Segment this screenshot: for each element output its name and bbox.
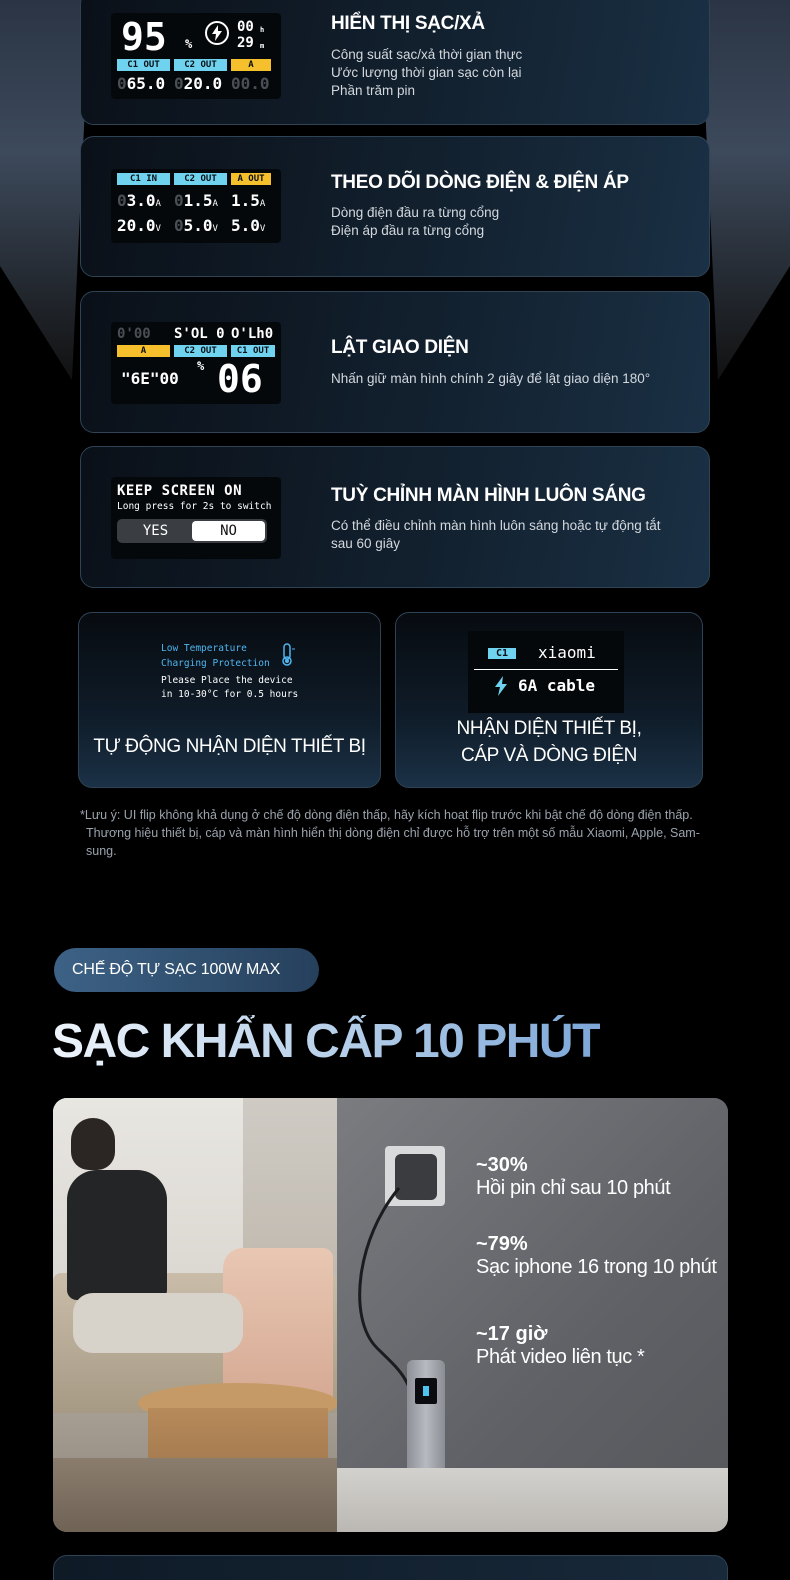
- stat-number: ~17 giờ: [476, 1323, 548, 1345]
- port-label: C2 OUT: [174, 345, 227, 357]
- setting-heading: KEEP SCREEN ON: [117, 483, 243, 499]
- setting-hint: Long press for 2s to switch: [117, 501, 272, 512]
- background-light-beam-left: [0, 0, 90, 380]
- product-lifestyle-image: [53, 1098, 728, 1532]
- port-label: C1: [488, 648, 516, 659]
- flipped-value: O'Lh0: [231, 326, 274, 342]
- cable-info: 6A cable: [518, 676, 596, 695]
- feature-card-flip-ui: [80, 291, 710, 433]
- voltage-value: 5.0V: [231, 216, 266, 235]
- voltage-value: 20.0V: [117, 216, 161, 235]
- card-caption: TỰ ĐỘNG NHẬN DIỆN THIẾT BỊ: [93, 736, 366, 757]
- footnote: *Lưu ý: UI flip không khả dụng ở chế độ dòng điện thấp, hãy kích hoạt flip trước khi bật chế độ dòng điện thấp. Thương hiệu thiết bị, cáp và màn hình hiển thị dòng điện chỉ được hỗ trợ trên một số mẫu Xiaomi, Apple, Sam- sung.: [80, 808, 700, 858]
- port-label: C1 OUT: [231, 345, 275, 357]
- flipped-value: S'OL 0: [174, 326, 225, 342]
- card-title: THEO DÕI DÒNG ĐIỆN & ĐIỆN ÁP: [331, 172, 629, 193]
- voltage-value: 05.0V: [174, 216, 218, 235]
- current-value: 03.0A: [117, 191, 161, 210]
- card-description: Công suất sạc/xả thời gian thực Ước lượng thời gian sạc còn lại Phần trăm pin: [331, 47, 523, 98]
- card-title: HIỂN THỊ SẠC/XẢ: [331, 13, 485, 34]
- person-shirt: [67, 1170, 167, 1300]
- floor: [53, 1458, 337, 1532]
- lcd-screen: [468, 631, 624, 713]
- feature-card-device-cable-detect: [395, 612, 703, 788]
- current-value: 1.5A: [231, 191, 266, 210]
- divider: [474, 669, 618, 670]
- lightning-icon: [493, 675, 509, 702]
- hours-unit: h: [260, 26, 265, 34]
- port-power-value: 00.0: [231, 74, 270, 93]
- port-power-value: 065.0: [117, 74, 166, 93]
- yes-no-toggle[interactable]: [117, 519, 267, 543]
- card-caption: NHẬN DIỆN THIẾT BỊ, CÁP VÀ DÒNG ĐIỆN: [456, 718, 642, 766]
- lcd-warning-title: Low Temperature Charging Protection: [161, 643, 270, 669]
- person-pants: [73, 1293, 243, 1353]
- card-description: Dòng điện đầu ra từng cổng Điện áp đầu ra từng cổng: [331, 205, 500, 238]
- lcd-screen: [111, 477, 281, 559]
- lcd-screen-flipped: [111, 322, 281, 404]
- screen-glow: [423, 1386, 429, 1396]
- percent-value: 95: [121, 15, 167, 59]
- lcd-screen: [111, 13, 281, 99]
- port-label: A: [117, 345, 170, 357]
- port-label: C2 OUT: [174, 173, 227, 185]
- percent-unit: %: [197, 359, 205, 373]
- next-section-card-edge: [53, 1555, 728, 1580]
- lcd-screen: [111, 169, 281, 243]
- powerbank-screen: [415, 1378, 437, 1404]
- card-description: Nhấn giữ màn hình chính 2 giây để lật giao diện 180°: [331, 371, 651, 386]
- stat-item: [476, 1233, 717, 1279]
- card-title: TUỲ CHỈNH MÀN HÌNH LUÔN SÁNG: [331, 485, 646, 506]
- feature-card-charge-display: [80, 0, 710, 125]
- card-description: Có thể điều chỉnh màn hình luôn sáng hoặc tự động tắt sau 60 giây: [331, 518, 661, 551]
- mode-pill-badge: CHẾ ĐỘ TỰ SẠC 100W MAX: [54, 948, 319, 992]
- toggle-option-yes[interactable]: YES: [142, 523, 169, 539]
- person-head: [71, 1118, 115, 1170]
- stat-number: ~30%: [476, 1154, 528, 1176]
- feature-card-screen-always-on: [80, 446, 710, 588]
- flipped-time: "6E"00: [121, 369, 179, 388]
- port-label: A: [231, 59, 271, 71]
- percent-unit: %: [185, 37, 193, 51]
- stat-text: Sạc iphone 16 trong 10 phút: [476, 1256, 717, 1278]
- port-label: C1 IN: [117, 173, 170, 185]
- time-minutes: 29: [237, 35, 254, 51]
- device-brand: xiaomi: [538, 643, 596, 662]
- toggle-option-no[interactable]: NO: [192, 521, 265, 541]
- feature-card-current-voltage: [80, 136, 710, 277]
- stat-text: Hồi pin chỉ sau 10 phút: [476, 1177, 671, 1199]
- lcd-warning-body: Please Place the device in 10-30°C for 0.5 hours: [161, 675, 299, 700]
- port-label: C1 OUT: [117, 59, 170, 71]
- lifestyle-photo-person-sofa: [53, 1098, 337, 1532]
- background-light-beam-right: [700, 0, 790, 380]
- table-surface: [337, 1468, 728, 1532]
- card-title: LẬT GIAO DIỆN: [331, 337, 469, 358]
- minutes-unit: m: [260, 42, 265, 50]
- port-label: C2 OUT: [174, 59, 227, 71]
- port-power-value: 020.0: [174, 74, 223, 93]
- stat-item: [476, 1323, 644, 1369]
- feature-card-auto-detect: [78, 612, 381, 788]
- thermometer-icon: [279, 643, 297, 672]
- stat-number: ~79%: [476, 1233, 528, 1255]
- lightning-icon: [205, 21, 229, 45]
- flipped-percent: 06: [217, 357, 263, 401]
- time-hours: 00: [237, 19, 254, 35]
- stat-item: [476, 1154, 670, 1200]
- port-label: A OUT: [231, 173, 271, 185]
- current-value: 01.5A: [174, 191, 218, 210]
- stat-text: Phát video liên tục *: [476, 1346, 645, 1368]
- flipped-value: 0'00: [117, 326, 151, 342]
- section-headline: SẠC KHẨN CẤP 10 PHÚT: [52, 1015, 600, 1068]
